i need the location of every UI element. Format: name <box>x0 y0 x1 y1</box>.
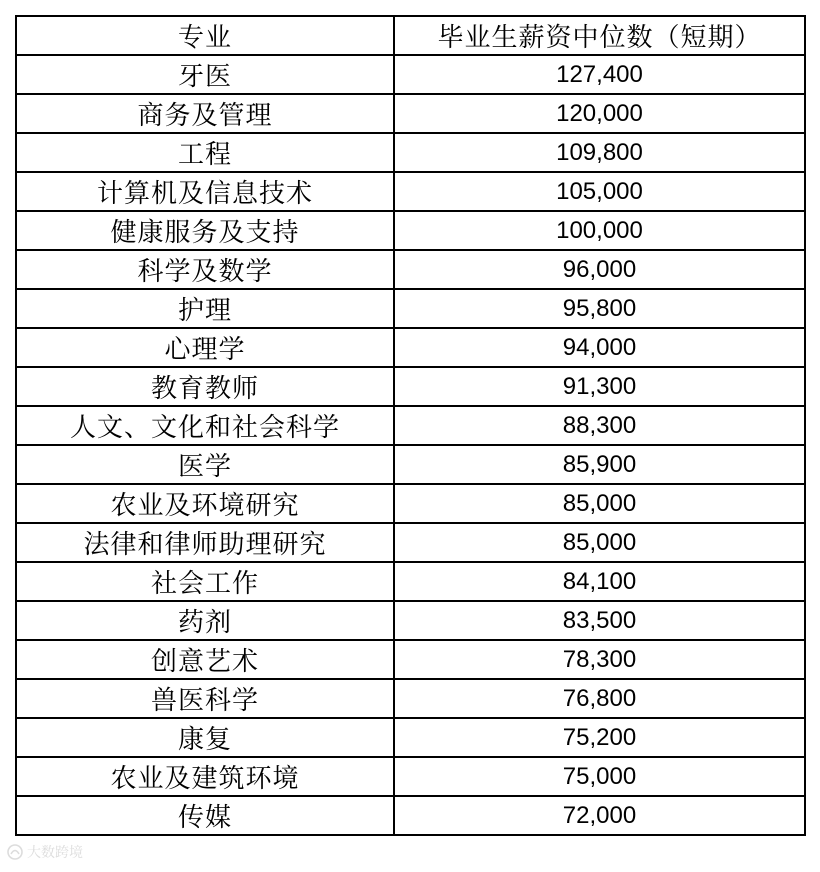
salary-cell: 94,000 <box>394 328 805 367</box>
major-cell: 健康服务及支持 <box>16 211 394 250</box>
major-cell: 牙医 <box>16 55 394 94</box>
header-major: 专业 <box>16 16 394 55</box>
table-row <box>16 679 805 718</box>
table-row <box>16 133 805 172</box>
major-cell: 教育教师 <box>16 367 394 406</box>
table-row <box>16 601 805 640</box>
major-cell: 农业及环境研究 <box>16 484 394 523</box>
salary-cell: 83,500 <box>394 601 805 640</box>
table-header-row <box>16 16 805 55</box>
salary-cell: 72,000 <box>394 796 805 835</box>
table-row <box>16 523 805 562</box>
major-cell: 传媒 <box>16 796 394 835</box>
salary-cell: 95,800 <box>394 289 805 328</box>
table-row <box>16 172 805 211</box>
salary-cell: 78,300 <box>394 640 805 679</box>
salary-cell: 91,300 <box>394 367 805 406</box>
salary-cell: 100,000 <box>394 211 805 250</box>
major-cell: 工程 <box>16 133 394 172</box>
salary-cell: 85,000 <box>394 484 805 523</box>
salary-cell: 109,800 <box>394 133 805 172</box>
header-salary: 毕业生薪资中位数（短期） <box>394 16 805 55</box>
salary-table-container <box>15 15 804 836</box>
table-row <box>16 289 805 328</box>
major-cell: 科学及数学 <box>16 250 394 289</box>
table-row <box>16 484 805 523</box>
table-row <box>16 445 805 484</box>
major-cell: 护理 <box>16 289 394 328</box>
major-cell: 医学 <box>16 445 394 484</box>
major-cell: 康复 <box>16 718 394 757</box>
major-cell: 计算机及信息技术 <box>16 172 394 211</box>
table-row <box>16 55 805 94</box>
salary-cell: 76,800 <box>394 679 805 718</box>
table-row <box>16 250 805 289</box>
table-row <box>16 94 805 133</box>
table-body <box>16 55 805 835</box>
salary-cell: 127,400 <box>394 55 805 94</box>
table-row <box>16 640 805 679</box>
table-row <box>16 367 805 406</box>
table-row <box>16 718 805 757</box>
salary-cell: 96,000 <box>394 250 805 289</box>
major-cell: 社会工作 <box>16 562 394 601</box>
table-row <box>16 406 805 445</box>
salary-cell: 85,000 <box>394 523 805 562</box>
table-row <box>16 328 805 367</box>
major-cell: 商务及管理 <box>16 94 394 133</box>
salary-table <box>15 15 806 836</box>
major-cell: 兽医科学 <box>16 679 394 718</box>
salary-cell: 84,100 <box>394 562 805 601</box>
watermark-logo-icon <box>6 843 24 861</box>
major-cell: 创意艺术 <box>16 640 394 679</box>
salary-cell: 105,000 <box>394 172 805 211</box>
major-cell: 药剂 <box>16 601 394 640</box>
salary-cell: 75,000 <box>394 757 805 796</box>
watermark-text: 大数跨境 <box>27 845 83 861</box>
table-row <box>16 757 805 796</box>
salary-cell: 88,300 <box>394 406 805 445</box>
table-row <box>16 562 805 601</box>
salary-cell: 75,200 <box>394 718 805 757</box>
major-cell: 农业及建筑环境 <box>16 757 394 796</box>
major-cell: 心理学 <box>16 328 394 367</box>
salary-cell: 120,000 <box>394 94 805 133</box>
salary-cell: 85,900 <box>394 445 805 484</box>
watermark <box>6 842 83 862</box>
major-cell: 法律和律师助理研究 <box>16 523 394 562</box>
table-row <box>16 211 805 250</box>
major-cell: 人文、文化和社会科学 <box>16 406 394 445</box>
table-row <box>16 796 805 835</box>
